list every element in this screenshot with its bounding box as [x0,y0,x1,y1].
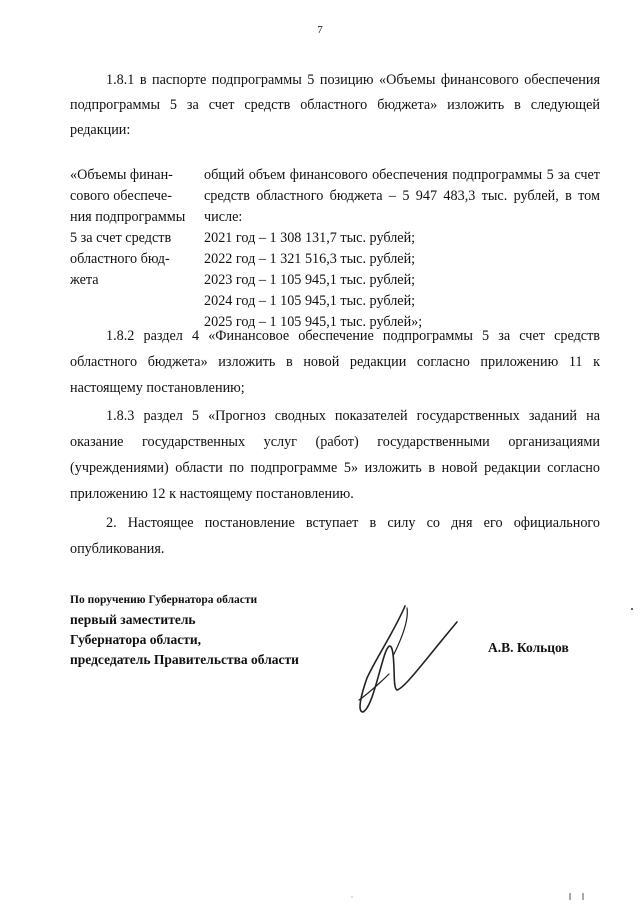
paragraph-1-8-2: 1.8.2 раздел 4 «Финансовое обеспечение подпрограммы 5 за счет средств областного бюджета» изложить в новой редакции согласно приложению 11 к настоящему постановлению; [70,328,600,396]
signature-line-2: первый заместитель [70,612,196,627]
table-left-line: ния подпрограммы [70,209,186,225]
table-left-line: «Объемы финан- [70,167,173,183]
signature-line-1: По поручению Губернатора области [70,594,258,606]
table-left-line: жета [70,272,99,288]
table-left-line: 5 за счет средств [70,230,172,246]
paragraph-2: 2. Настоящее постановление вступает в силу со дня его официального опубликования. [70,515,600,557]
signer-name: А.В. Кольцов [488,640,569,655]
table-year-line: 2021 год – 1 308 131,7 тыс. рублей; [204,230,416,246]
signature-line-4: председатель Правительства области [70,652,299,667]
table-year-line: 2022 год – 1 321 516,3 тыс. рублей; [204,251,416,267]
table-left-line: сового обеспече- [70,188,172,204]
paragraph-1-8-1: 1.8.1 в паспорте подпрограммы 5 позицию «Объемы финансового обеспечения подпрограммы 5 за счет средств областного бюджета» изложить в следующей редакции: [70,72,600,138]
table-intro: общий объем финансового обеспечения подпрограммы 5 за счет средств областного бюджета – 5 947 483,3 тыс. рублей, в том числе: [204,167,600,225]
table-year-line: 2025 год – 1 105 945,1 тыс. рублей»; [204,314,423,330]
table-year-line: 2024 год – 1 105 945,1 тыс. рублей; [204,293,416,309]
table-year-line: 2023 год – 1 105 945,1 тыс. рублей; [204,272,416,288]
table-left-line: областного бюд- [70,251,170,267]
signature-line-3: Губернатора области, [70,632,201,647]
page-number: 7 [317,24,323,36]
paragraph-1-8-3: 1.8.3 раздел 5 «Прогноз сводных показателей государственных заданий на оказание государственных услуг (работ) государственными организациями (учреждениями) области по подпрограмме 5» изложить в новой редакции согласно приложению 12 к настоящему постановлению. [70,408,600,502]
